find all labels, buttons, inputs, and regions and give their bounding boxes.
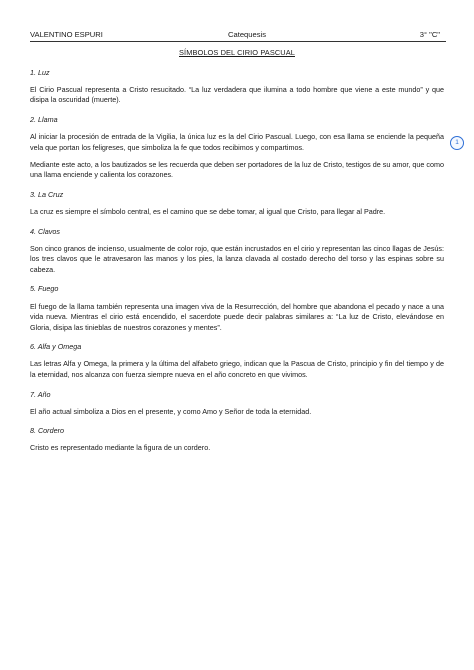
comment-marker-icon[interactable]: 1 [450, 136, 464, 150]
section-title: 6. Alfa y Omega [30, 342, 82, 352]
document-body [30, 48, 444, 463]
section [30, 426, 444, 454]
document-title: SÍMBOLOS DEL CIRIO PASCUAL [179, 48, 295, 57]
sections-container [30, 68, 444, 454]
student-name: VALENTINO ESPURI [30, 30, 103, 39]
section-title: 2. Llama [30, 114, 58, 124]
section-title: 4. Clavos [30, 226, 60, 236]
page-header [30, 30, 446, 42]
section-paragraph: Son cinco granos de incienso, usualmente de color rojo, que están incrustados en el cirio y representan las cinco llagas de Jesús: los tres clavos que le atravesaron las manos y los pies, la lanza clavada al costado derecho del torso y las espinas sobre su cabeza. [30, 243, 444, 274]
section-paragraph: El Cirio Pascual representa a Cristo resucitado. “La luz verdadera que ilumina a todo hombre que viene a este mundo” y que disipa la oscuridad (muerte). [30, 84, 444, 105]
section [30, 115, 444, 181]
subject-name: Catequesis [228, 30, 266, 39]
section-paragraph: El año actual simboliza a Dios en el presente, y como Amo y Señor de toda la eternidad. [30, 406, 312, 416]
section [30, 390, 444, 418]
section-paragraph: Las letras Alfa y Omega, la primera y la última del alfabeto griego, indican que la Pascua de Cristo, principio y fin del tiempo y de la eternidad, nos alcanza con fuerza siempre nueva en el año concreto en que vivimos. [30, 359, 444, 379]
section [30, 227, 444, 276]
section-paragraph: Al iniciar la procesión de entrada de la Vigilia, la única luz es la del Cirio Pascual. Luego, con esa llama se enciende la pequeña vela que portan los feligreses, que simboliza la fe que todos recibimos y compartimos. [30, 131, 444, 152]
section-paragraph: El fuego de la llama también representa una imagen viva de la Resurrección, del hombre que abandona el pecado y nace a una vida nueva. Mientras el cirio está encendido, el sacerdote puede decir palabras similares a: “La luz de Cristo, elevándose en Gloria, disipa las tinieblas de nuestros corazones y mentes”. [30, 301, 444, 332]
section-title: 7. Año [30, 389, 51, 399]
section-paragraph: La cruz es siempre el símbolo central, es el camino que se debe tomar, al igual que Cristo, para llegar al Padre. [30, 206, 386, 216]
section [30, 284, 444, 333]
section-title: 3. La Cruz [30, 189, 64, 199]
section-title: 5. Fuego [30, 284, 59, 294]
section-title: 1. Luz [30, 67, 50, 77]
section-paragraph: Mediante este acto, a los bautizados se les recuerda que deben ser portadores de la luz de Cristo, testigos de su amor, que como una llama enciende y calienta los corazones. [30, 159, 444, 180]
section [30, 190, 444, 218]
section-paragraph: Cristo es representado mediante la figura de un cordero. [30, 443, 211, 453]
section [30, 68, 444, 106]
section [30, 342, 444, 380]
grade-label: 3° "C" [419, 30, 440, 39]
section-title: 8. Cordero [30, 426, 64, 436]
